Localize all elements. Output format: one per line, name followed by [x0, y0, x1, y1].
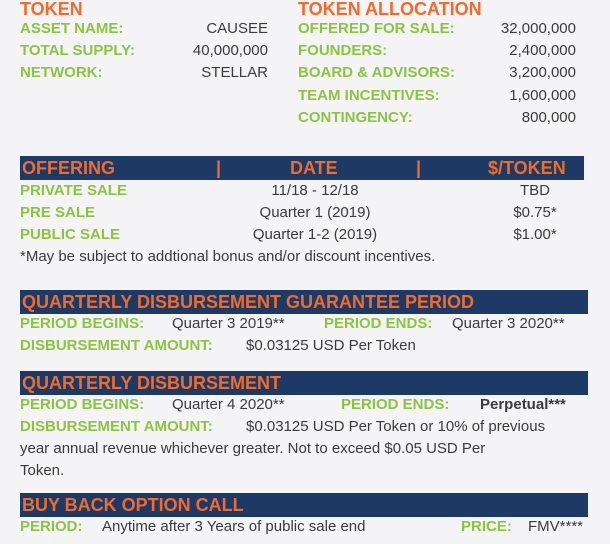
asset-name-label: ASSET NAME:: [20, 20, 124, 37]
date-column-header: DATE: [290, 158, 338, 178]
pre-sale-price: $0.75*: [513, 204, 557, 221]
guarantee-header-bar: [20, 290, 588, 314]
contingency-label: CONTINGENCY:: [298, 109, 413, 126]
board-advisors-value: 3,200,000: [509, 64, 576, 81]
guarantee-ends-label: PERIOD ENDS:: [324, 315, 433, 332]
offering-footnote: *May be subject to addtional bonus and/or discount incentives.: [20, 248, 436, 265]
contingency-value: 800,000: [521, 109, 576, 126]
disbursement-begins-label: PERIOD BEGINS:: [20, 396, 145, 413]
founders-label: FOUNDERS:: [298, 42, 388, 59]
private-sale-label: PRIVATE SALE: [20, 182, 127, 199]
column-separator: |: [416, 158, 422, 178]
disbursement-amount-line3: Token.: [20, 462, 65, 479]
disbursement-ends-label: PERIOD ENDS:: [341, 396, 450, 413]
team-incentives-label: TEAM INCENTIVES:: [298, 87, 440, 104]
offered-for-sale-value: 32,000,000: [500, 20, 576, 37]
pre-sale-date: Quarter 1 (2019): [259, 204, 371, 221]
disbursement-amount-label: DISBURSEMENT AMOUNT:: [20, 418, 213, 435]
buyback-price-value: FMV****: [528, 518, 584, 535]
public-sale-date: Quarter 1-2 (2019): [252, 226, 378, 243]
offered-for-sale-label: OFFERED FOR SALE:: [298, 20, 455, 37]
total-supply-label: TOTAL SUPPLY:: [20, 42, 136, 59]
buyback-price-label: PRICE:: [461, 518, 512, 535]
guarantee-heading: QUARTERLY DISBURSEMENT GUARANTEE PERIOD: [22, 292, 475, 312]
disbursement-header-bar: [20, 371, 588, 395]
total-supply-value: 40,000,000: [192, 42, 268, 59]
token-heading: TOKEN: [20, 0, 83, 19]
network-label: NETWORK:: [20, 64, 103, 81]
private-sale-date: 11/18 - 12/18: [271, 182, 359, 199]
guarantee-amount-label: DISBURSEMENT AMOUNT:: [20, 337, 213, 354]
disbursement-begins-value: Quarter 4 2020**: [172, 396, 285, 413]
buyback-period-value: Anytime after 3 Years of public sale end: [102, 518, 366, 535]
disbursement-amount-line1: $0.03125 USD Per Token or 10% of previous: [246, 418, 546, 435]
buyback-header-bar: [20, 493, 588, 517]
disbursement-heading: QUARTERLY DISBURSEMENT: [22, 373, 282, 393]
public-sale-label: PUBLIC SALE: [20, 226, 121, 243]
offering-header-bar: [20, 156, 584, 180]
network-value: STELLAR: [201, 64, 268, 81]
guarantee-amount-value: $0.03125 USD Per Token: [246, 337, 416, 354]
private-sale-price: TBD: [520, 182, 550, 199]
offering-column-header: OFFERING: [22, 158, 115, 178]
allocation-heading: TOKEN ALLOCATION: [298, 0, 482, 19]
guarantee-begins-value: Quarter 3 2019**: [172, 315, 285, 332]
buyback-heading: BUY BACK OPTION CALL: [22, 495, 244, 515]
pre-sale-label: PRE SALE: [20, 204, 96, 221]
guarantee-ends-value: Quarter 3 2020**: [452, 315, 565, 332]
disbursement-amount-line2: year annual revenue whichever greater. Not to exceed $0.05 USD Per: [20, 440, 486, 457]
board-advisors-label: BOARD & ADVISORS:: [298, 64, 455, 81]
guarantee-begins-label: PERIOD BEGINS:: [20, 315, 145, 332]
price-column-header: $/TOKEN: [488, 158, 566, 178]
buyback-period-label: PERIOD:: [20, 518, 83, 535]
asset-name-value: CAUSEE: [206, 20, 268, 37]
founders-value: 2,400,000: [509, 42, 576, 59]
disbursement-ends-value: Perpetual***: [480, 396, 566, 413]
public-sale-price: $1.00*: [513, 226, 557, 243]
team-incentives-value: 1,600,000: [509, 87, 576, 104]
column-separator: |: [216, 158, 222, 178]
